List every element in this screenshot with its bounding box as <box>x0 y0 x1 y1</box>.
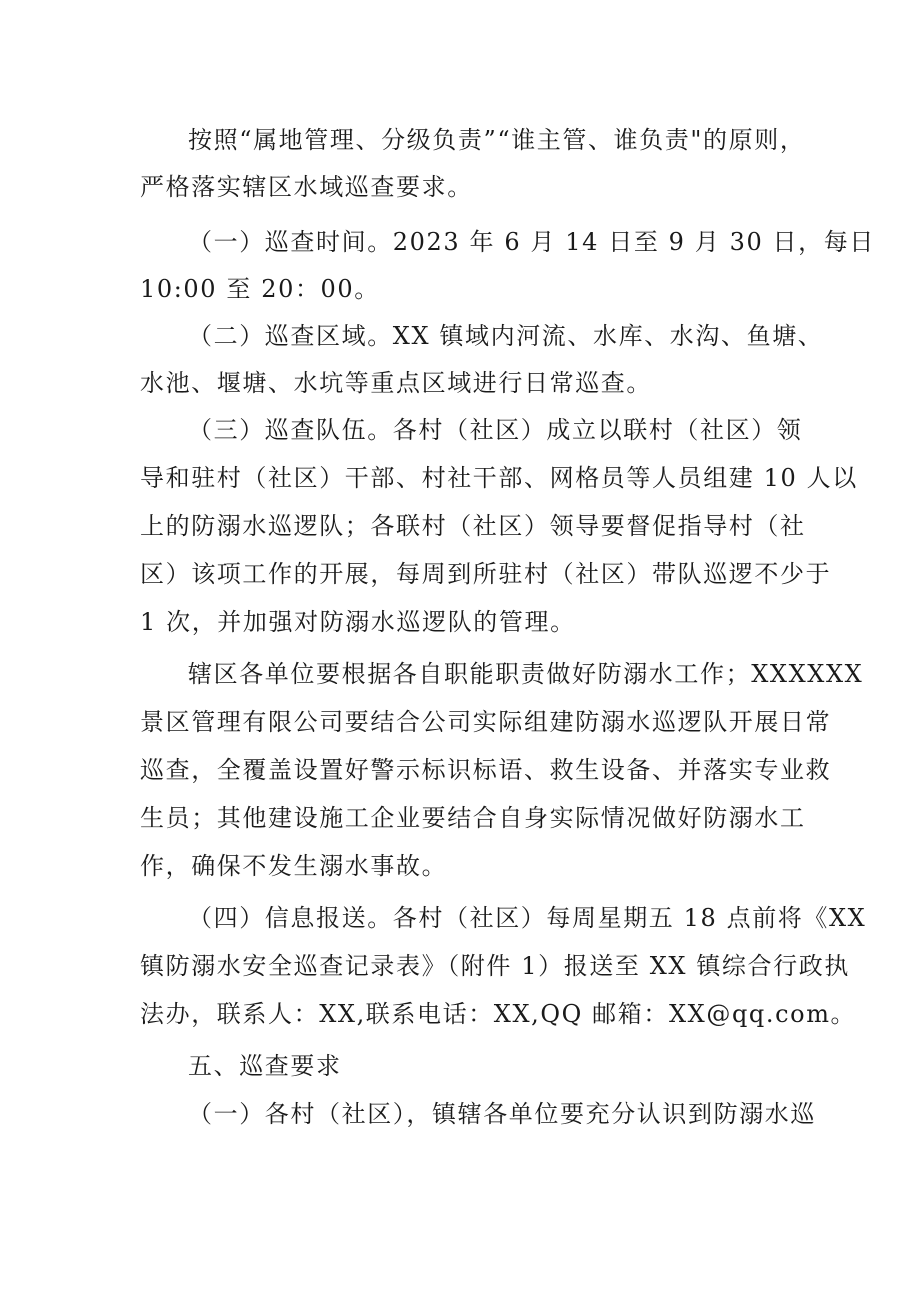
paragraph-5-line-4: 生员；其他建设施工企业要结合自身实际情况做好防溺水工 <box>140 804 806 832</box>
paragraph-5-line-3: 巡查，全覆盖设置好警示标识标语、救生设备、并落实专业救 <box>140 756 832 784</box>
paragraph-1-line-1: 按照“属地管理、分级负责”“谁主管、谁负责"的原则， <box>188 126 806 154</box>
paragraph-6-line-2: 镇防溺水安全巡查记录表》（附件 1）报送至 XX 镇综合行政执 <box>140 952 850 980</box>
paragraph-5-line-2: 景区管理有限公司要结合公司实际组建防溺水巡逻队开展日常 <box>140 708 832 736</box>
paragraph-4-line-5: 1 次，并加强对防溺水巡逻队的管理。 <box>140 608 576 636</box>
paragraph-5-line-5: 作，确保不发生溺水事故。 <box>140 852 448 880</box>
paragraph-2-line-2: 10:00 至 20：00。 <box>140 275 380 303</box>
paragraph-1-line-2: 严格落实辖区水域巡查要求。 <box>140 173 473 201</box>
paragraph-6-line-3: 法办，联系人：XX,联系电话：XX,QQ 邮箱：XX@qq.com。 <box>140 1000 857 1028</box>
paragraph-4-line-3: 上的防溺水巡逻队；各联村（社区）领导要督促指导村（社 <box>140 512 806 540</box>
paragraph-3-line-1: （二）巡查区域。XX 镇域内河流、水库、水沟、鱼塘、 <box>188 322 824 350</box>
paragraph-6-line-1: （四）信息报送。各村（社区）每周星期五 18 点前将《XX <box>188 904 867 932</box>
section-heading-5: 五、巡查要求 <box>188 1052 342 1080</box>
paragraph-7-line-1: （一）各村（社区），镇辖各单位要充分认识到防溺水巡 <box>188 1100 816 1128</box>
paragraph-2-line-1: （一）巡查时间。2023 年 6 月 14 日至 9 月 30 日，每日 <box>188 228 875 256</box>
paragraph-4-line-1: （三）巡查队伍。各村（社区）成立以联村（社区）领 <box>188 416 803 444</box>
paragraph-5-line-1: 辖区各单位要根据各自职能职责做好防溺水工作；XXXXXX <box>188 660 864 688</box>
paragraph-3-line-2: 水池、堰塘、水坑等重点区域进行日常巡查。 <box>140 369 652 397</box>
paragraph-4-line-2: 导和驻村（社区）干部、村社干部、网格员等人员组建 10 人以 <box>140 464 858 492</box>
paragraph-4-line-4: 区）该项工作的开展，每周到所驻村（社区）带队巡逻不少于 <box>140 560 832 588</box>
